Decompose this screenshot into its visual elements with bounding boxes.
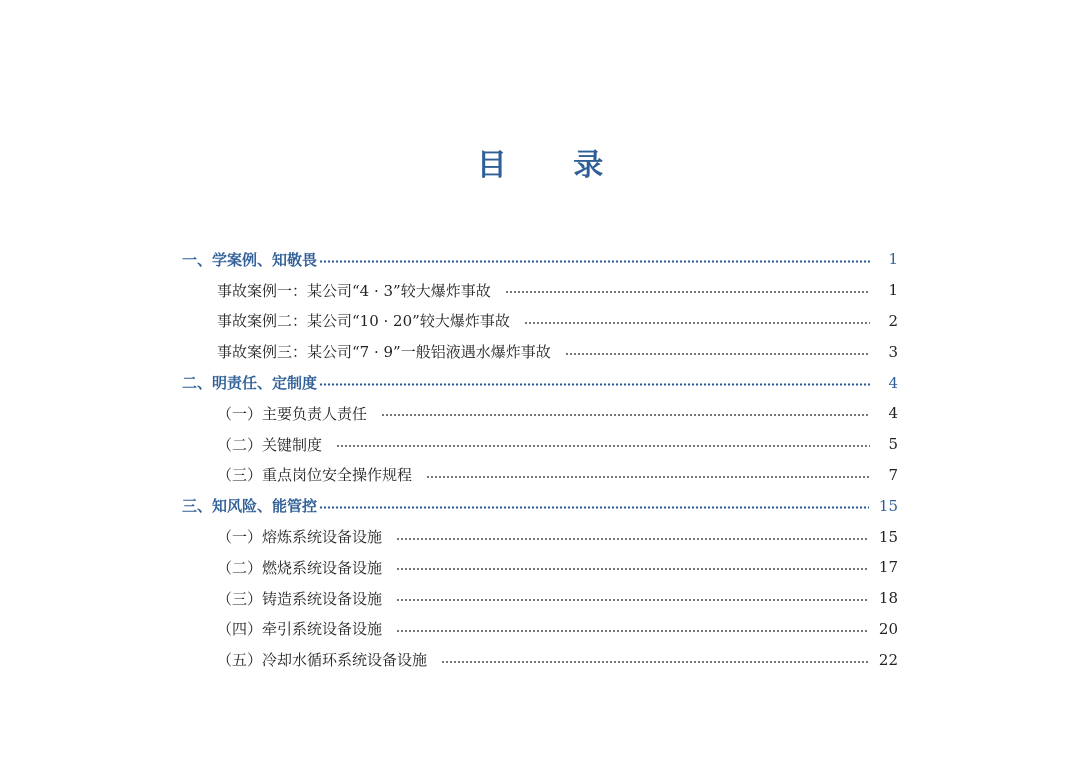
- toc-entry: [182, 552, 898, 583]
- toc-page-number: 1: [888, 281, 898, 300]
- toc-entry: [182, 583, 898, 614]
- toc-entry: [182, 336, 898, 367]
- toc-page-number: 4: [888, 373, 898, 392]
- toc-label: 三、知风险、能管控: [182, 497, 318, 516]
- toc-label: 事故案例二：某公司“10 · 20”较大爆炸事故: [217, 312, 510, 331]
- dot-leader: [396, 538, 869, 540]
- dot-leader: [524, 322, 870, 324]
- toc-label: （二）燃烧系统设备设施: [217, 558, 383, 577]
- toc-entry: [182, 398, 898, 429]
- toc-label: 一、学案例、知敬畏: [182, 250, 318, 269]
- page-title: 目 录: [476, 148, 632, 183]
- toc-label: 事故案例一：某公司“4 · 3”较大爆炸事故: [217, 281, 491, 300]
- toc-label: 事故案例三：某公司“7 · 9”一般铝液遇水爆炸事故: [217, 343, 551, 362]
- dot-leader: [396, 568, 869, 570]
- dot-leader: [319, 260, 870, 263]
- toc-label: （五）冷却水循环系统设备设施: [217, 651, 428, 670]
- toc-label: 二、明责任、定制度: [182, 374, 318, 393]
- dot-leader: [396, 630, 869, 632]
- toc-label: （一）主要负责人责任: [217, 404, 368, 423]
- toc-entry: [182, 429, 898, 460]
- toc-section: [182, 490, 898, 521]
- toc-page-number: 15: [878, 496, 898, 515]
- toc-entry: [182, 614, 898, 645]
- toc-entry: [182, 644, 898, 675]
- dot-leader: [426, 476, 870, 478]
- toc-page-number: 18: [878, 589, 898, 608]
- dot-leader: [441, 661, 869, 663]
- toc-label: （四）牵引系统设备设施: [217, 620, 383, 639]
- toc-label: （二）关键制度: [217, 435, 323, 454]
- dot-leader: [381, 414, 870, 416]
- table-of-contents: [182, 244, 898, 675]
- toc-label: （三）重点岗位安全操作规程: [217, 466, 413, 485]
- dot-leader: [396, 599, 869, 601]
- toc-page-number: 7: [888, 465, 898, 484]
- toc-page-number: 20: [878, 619, 898, 638]
- toc-page-number: 15: [878, 527, 898, 546]
- toc-page-number: 3: [888, 342, 898, 361]
- dot-leader: [505, 291, 870, 293]
- dot-leader: [565, 353, 870, 355]
- toc-page-number: 2: [888, 311, 898, 330]
- toc-section: [182, 367, 898, 398]
- toc-entry: [182, 521, 898, 552]
- dot-leader: [336, 445, 870, 447]
- dot-leader: [319, 506, 869, 509]
- toc-page-number: 22: [878, 650, 898, 669]
- toc-entry: [182, 460, 898, 491]
- toc-entry: [182, 306, 898, 337]
- toc-page-number: 5: [888, 435, 898, 454]
- dot-leader: [319, 383, 870, 386]
- toc-label: （一）熔炼系统设备设施: [217, 528, 383, 547]
- toc-page-number: 4: [888, 404, 898, 423]
- toc-section: [182, 244, 898, 275]
- toc-page-number: 1: [888, 250, 898, 269]
- toc-entry: [182, 275, 898, 306]
- toc-label: （三）铸造系统设备设施: [217, 589, 383, 608]
- toc-page-number: 17: [878, 558, 898, 577]
